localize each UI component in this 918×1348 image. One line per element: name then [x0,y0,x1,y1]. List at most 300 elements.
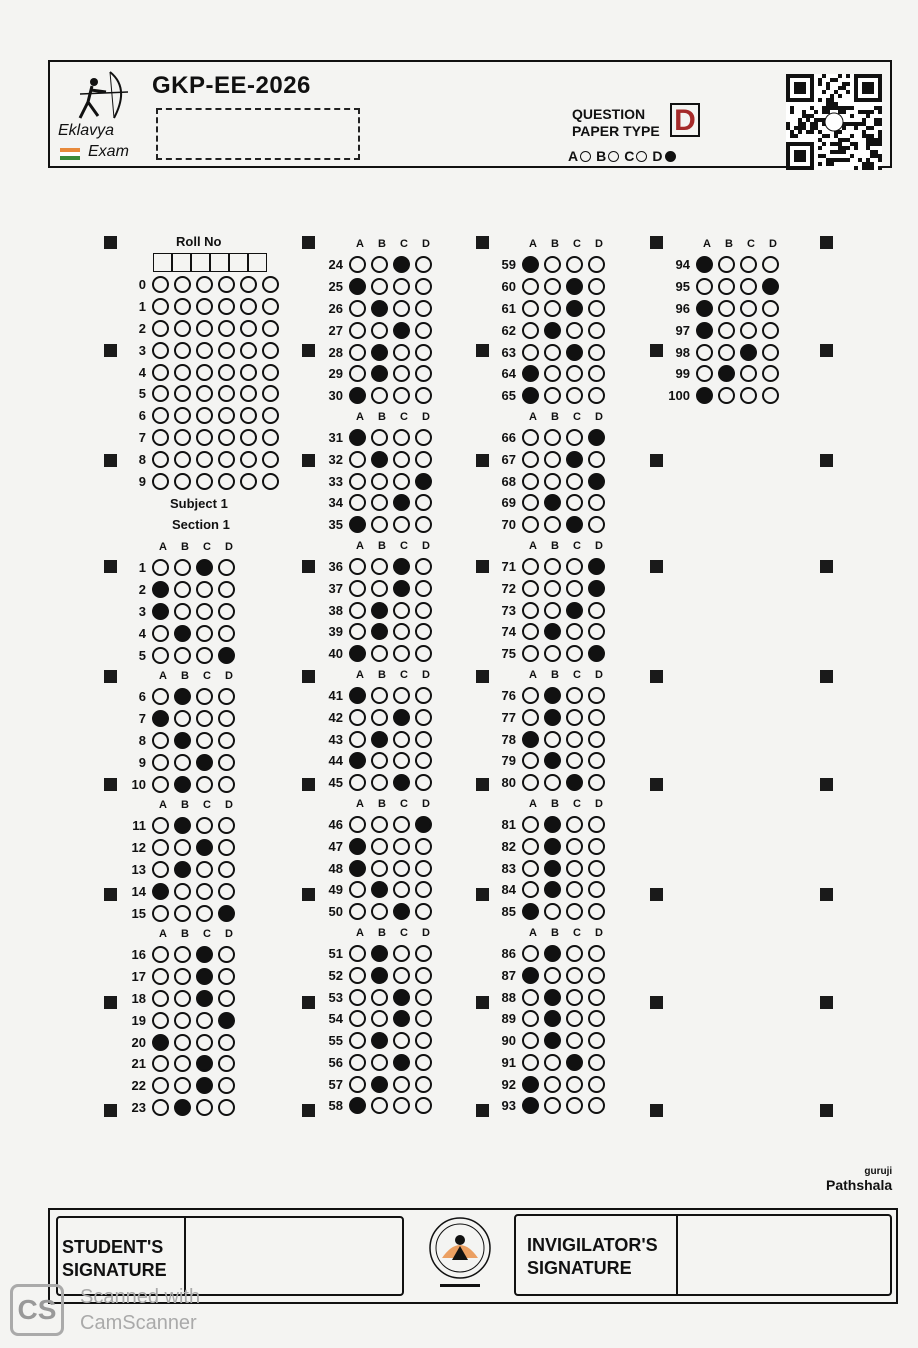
answer-bubble-a[interactable] [349,558,366,575]
answer-bubble-d[interactable] [588,429,605,446]
answer-bubble-c[interactable] [566,774,583,791]
answer-bubble-d[interactable] [588,558,605,575]
answer-bubble-a[interactable] [522,602,539,619]
answer-bubble-b[interactable] [544,429,561,446]
answer-bubble-d[interactable] [415,881,432,898]
answer-bubble-b[interactable] [371,967,388,984]
answer-bubble-a[interactable] [152,946,169,963]
answer-bubble-a[interactable] [349,256,366,273]
answer-bubble-d[interactable] [218,905,235,922]
answer-bubble-d[interactable] [588,774,605,791]
roll-bubble[interactable] [218,451,235,468]
answer-bubble-c[interactable] [740,365,757,382]
answer-bubble-c[interactable] [740,278,757,295]
answer-bubble-c[interactable] [740,300,757,317]
answer-bubble-d[interactable] [588,1010,605,1027]
answer-bubble-c[interactable] [393,365,410,382]
roll-bubble[interactable] [240,320,257,337]
answer-bubble-b[interactable] [371,365,388,382]
answer-bubble-b[interactable] [544,774,561,791]
answer-bubble-d[interactable] [218,968,235,985]
answer-bubble-c[interactable] [566,494,583,511]
answer-bubble-d[interactable] [415,838,432,855]
answer-bubble-a[interactable] [696,278,713,295]
answer-bubble-b[interactable] [718,300,735,317]
roll-bubble[interactable] [152,385,169,402]
answer-bubble-c[interactable] [196,990,213,1007]
answer-bubble-d[interactable] [415,558,432,575]
answer-bubble-c[interactable] [393,300,410,317]
answer-bubble-d[interactable] [415,344,432,361]
answer-bubble-a[interactable] [522,516,539,533]
roll-bubble[interactable] [174,407,191,424]
answer-bubble-a[interactable] [522,774,539,791]
answer-bubble-b[interactable] [544,945,561,962]
answer-bubble-a[interactable] [349,645,366,662]
answer-bubble-b[interactable] [174,1055,191,1072]
answer-bubble-c[interactable] [393,881,410,898]
answer-bubble-d[interactable] [415,322,432,339]
answer-bubble-d[interactable] [218,817,235,834]
answer-bubble-b[interactable] [371,1054,388,1071]
answer-bubble-a[interactable] [522,860,539,877]
answer-bubble-a[interactable] [152,647,169,664]
answer-bubble-b[interactable] [174,1034,191,1051]
answer-bubble-a[interactable] [152,839,169,856]
roll-bubble[interactable] [240,451,257,468]
answer-bubble-d[interactable] [415,1076,432,1093]
answer-bubble-d[interactable] [588,1097,605,1114]
answer-bubble-d[interactable] [218,625,235,642]
answer-bubble-c[interactable] [566,322,583,339]
answer-bubble-a[interactable] [522,278,539,295]
answer-bubble-a[interactable] [522,1097,539,1114]
answer-bubble-b[interactable] [371,709,388,726]
answer-bubble-a[interactable] [522,494,539,511]
answer-bubble-c[interactable] [196,1012,213,1029]
answer-bubble-d[interactable] [218,1034,235,1051]
answer-bubble-c[interactable] [566,945,583,962]
answer-bubble-b[interactable] [544,451,561,468]
answer-bubble-a[interactable] [349,945,366,962]
answer-bubble-a[interactable] [152,776,169,793]
answer-bubble-c[interactable] [566,365,583,382]
answer-bubble-d[interactable] [218,559,235,576]
answer-bubble-c[interactable] [393,1097,410,1114]
answer-bubble-b[interactable] [718,278,735,295]
answer-bubble-d[interactable] [415,752,432,769]
answer-bubble-b[interactable] [174,732,191,749]
paper-option-a-bubble[interactable] [580,151,591,162]
roll-bubble[interactable] [152,429,169,446]
answer-bubble-a[interactable] [152,817,169,834]
roll-bubble[interactable] [196,320,213,337]
answer-bubble-d[interactable] [218,1099,235,1116]
answer-bubble-c[interactable] [566,451,583,468]
answer-bubble-a[interactable] [152,603,169,620]
answer-bubble-d[interactable] [415,387,432,404]
answer-bubble-a[interactable] [522,580,539,597]
answer-bubble-d[interactable] [218,776,235,793]
answer-bubble-b[interactable] [718,365,735,382]
roll-bubble[interactable] [152,451,169,468]
answer-bubble-c[interactable] [196,603,213,620]
answer-bubble-a[interactable] [522,967,539,984]
answer-bubble-d[interactable] [415,860,432,877]
answer-bubble-a[interactable] [522,881,539,898]
answer-bubble-d[interactable] [588,989,605,1006]
answer-bubble-a[interactable] [349,816,366,833]
answer-bubble-b[interactable] [544,967,561,984]
answer-bubble-a[interactable] [349,387,366,404]
roll-bubble[interactable] [218,320,235,337]
answer-bubble-c[interactable] [393,709,410,726]
answer-bubble-b[interactable] [174,559,191,576]
answer-bubble-a[interactable] [349,989,366,1006]
roll-bubble[interactable] [174,342,191,359]
answer-bubble-d[interactable] [415,451,432,468]
answer-bubble-d[interactable] [588,451,605,468]
answer-bubble-a[interactable] [349,278,366,295]
answer-bubble-a[interactable] [696,365,713,382]
roll-no-cell[interactable] [153,253,172,272]
answer-bubble-b[interactable] [371,774,388,791]
answer-bubble-c[interactable] [393,344,410,361]
answer-bubble-c[interactable] [196,883,213,900]
answer-bubble-a[interactable] [349,494,366,511]
answer-bubble-b[interactable] [544,473,561,490]
answer-bubble-d[interactable] [218,688,235,705]
answer-bubble-b[interactable] [174,883,191,900]
answer-bubble-a[interactable] [349,903,366,920]
answer-bubble-b[interactable] [371,687,388,704]
answer-bubble-b[interactable] [371,1076,388,1093]
roll-bubble[interactable] [196,364,213,381]
answer-bubble-d[interactable] [415,687,432,704]
answer-bubble-a[interactable] [696,300,713,317]
answer-bubble-b[interactable] [371,645,388,662]
answer-bubble-b[interactable] [544,623,561,640]
answer-bubble-b[interactable] [174,1099,191,1116]
answer-bubble-d[interactable] [218,732,235,749]
answer-bubble-a[interactable] [349,881,366,898]
answer-bubble-b[interactable] [371,300,388,317]
roll-bubble[interactable] [240,276,257,293]
answer-bubble-b[interactable] [174,905,191,922]
paper-option-d-bubble[interactable] [665,151,676,162]
roll-bubble[interactable] [262,407,279,424]
paper-option-b-bubble[interactable] [608,151,619,162]
answer-bubble-c[interactable] [740,256,757,273]
answer-bubble-a[interactable] [349,1054,366,1071]
answer-bubble-a[interactable] [152,883,169,900]
answer-bubble-a[interactable] [349,344,366,361]
answer-bubble-b[interactable] [544,709,561,726]
answer-bubble-a[interactable] [522,300,539,317]
answer-bubble-b[interactable] [544,1076,561,1093]
answer-bubble-a[interactable] [349,687,366,704]
roll-bubble[interactable] [240,407,257,424]
answer-bubble-c[interactable] [393,945,410,962]
answer-bubble-d[interactable] [218,1012,235,1029]
answer-bubble-c[interactable] [566,989,583,1006]
answer-bubble-d[interactable] [415,429,432,446]
answer-bubble-d[interactable] [415,967,432,984]
answer-bubble-d[interactable] [588,623,605,640]
answer-bubble-c[interactable] [393,494,410,511]
answer-bubble-d[interactable] [762,387,779,404]
answer-bubble-c[interactable] [393,687,410,704]
answer-bubble-c[interactable] [196,1055,213,1072]
answer-bubble-d[interactable] [588,494,605,511]
answer-bubble-b[interactable] [718,344,735,361]
answer-bubble-d[interactable] [588,387,605,404]
answer-bubble-b[interactable] [544,645,561,662]
answer-bubble-d[interactable] [415,1097,432,1114]
answer-bubble-d[interactable] [415,774,432,791]
answer-bubble-b[interactable] [174,1012,191,1029]
answer-bubble-c[interactable] [393,838,410,855]
answer-bubble-d[interactable] [762,322,779,339]
roll-bubble[interactable] [262,276,279,293]
answer-bubble-b[interactable] [544,838,561,855]
answer-bubble-d[interactable] [415,623,432,640]
answer-bubble-b[interactable] [544,1054,561,1071]
answer-bubble-d[interactable] [588,967,605,984]
answer-bubble-d[interactable] [415,1032,432,1049]
answer-bubble-b[interactable] [544,1097,561,1114]
answer-bubble-d[interactable] [588,300,605,317]
answer-bubble-a[interactable] [349,1032,366,1049]
roll-bubble[interactable] [262,385,279,402]
roll-bubble[interactable] [218,385,235,402]
answer-bubble-d[interactable] [415,1054,432,1071]
answer-bubble-d[interactable] [415,580,432,597]
answer-bubble-d[interactable] [218,990,235,1007]
answer-bubble-c[interactable] [196,688,213,705]
answer-bubble-b[interactable] [544,365,561,382]
answer-bubble-a[interactable] [349,838,366,855]
answer-bubble-b[interactable] [371,387,388,404]
answer-bubble-a[interactable] [349,1010,366,1027]
answer-bubble-a[interactable] [152,710,169,727]
answer-bubble-c[interactable] [393,256,410,273]
answer-bubble-a[interactable] [349,774,366,791]
answer-bubble-d[interactable] [415,731,432,748]
answer-bubble-c[interactable] [393,516,410,533]
answer-bubble-a[interactable] [696,322,713,339]
answer-bubble-d[interactable] [588,256,605,273]
answer-bubble-a[interactable] [152,559,169,576]
roll-bubble[interactable] [196,429,213,446]
answer-bubble-a[interactable] [349,709,366,726]
answer-bubble-a[interactable] [152,688,169,705]
answer-bubble-a[interactable] [349,1076,366,1093]
answer-bubble-a[interactable] [349,623,366,640]
answer-bubble-b[interactable] [371,623,388,640]
answer-bubble-d[interactable] [218,754,235,771]
answer-bubble-a[interactable] [152,1012,169,1029]
answer-bubble-c[interactable] [196,861,213,878]
answer-bubble-d[interactable] [762,256,779,273]
answer-bubble-c[interactable] [393,278,410,295]
roll-bubble[interactable] [262,429,279,446]
answer-bubble-b[interactable] [371,278,388,295]
answer-bubble-a[interactable] [349,365,366,382]
answer-bubble-a[interactable] [522,645,539,662]
roll-bubble[interactable] [196,276,213,293]
answer-bubble-a[interactable] [522,387,539,404]
roll-bubble[interactable] [174,451,191,468]
answer-bubble-a[interactable] [152,1034,169,1051]
answer-bubble-a[interactable] [349,580,366,597]
answer-bubble-a[interactable] [522,1076,539,1093]
answer-bubble-d[interactable] [218,839,235,856]
answer-bubble-a[interactable] [696,256,713,273]
roll-no-cell[interactable] [210,253,229,272]
answer-bubble-b[interactable] [371,494,388,511]
answer-bubble-a[interactable] [349,322,366,339]
roll-bubble[interactable] [218,473,235,490]
roll-bubble[interactable] [240,429,257,446]
answer-bubble-d[interactable] [588,816,605,833]
answer-bubble-a[interactable] [522,687,539,704]
answer-bubble-b[interactable] [371,860,388,877]
answer-bubble-c[interactable] [393,1076,410,1093]
answer-bubble-d[interactable] [218,603,235,620]
answer-bubble-a[interactable] [349,300,366,317]
answer-bubble-c[interactable] [393,322,410,339]
answer-bubble-b[interactable] [174,581,191,598]
answer-bubble-a[interactable] [696,344,713,361]
answer-bubble-d[interactable] [588,945,605,962]
answer-bubble-c[interactable] [196,1077,213,1094]
answer-bubble-b[interactable] [174,839,191,856]
answer-bubble-c[interactable] [196,732,213,749]
answer-bubble-b[interactable] [371,752,388,769]
answer-bubble-c[interactable] [566,645,583,662]
answer-bubble-b[interactable] [174,710,191,727]
roll-bubble[interactable] [218,342,235,359]
answer-bubble-c[interactable] [393,1010,410,1027]
answer-bubble-c[interactable] [196,754,213,771]
answer-bubble-d[interactable] [415,300,432,317]
answer-bubble-c[interactable] [566,838,583,855]
answer-bubble-c[interactable] [393,816,410,833]
answer-bubble-a[interactable] [522,989,539,1006]
answer-bubble-c[interactable] [393,752,410,769]
answer-bubble-d[interactable] [415,516,432,533]
answer-bubble-c[interactable] [196,625,213,642]
roll-bubble[interactable] [174,364,191,381]
answer-bubble-a[interactable] [152,990,169,1007]
answer-bubble-b[interactable] [174,603,191,620]
answer-bubble-c[interactable] [393,558,410,575]
answer-bubble-b[interactable] [371,322,388,339]
answer-bubble-c[interactable] [393,967,410,984]
answer-bubble-c[interactable] [566,278,583,295]
answer-bubble-c[interactable] [740,322,757,339]
paper-option-c-bubble[interactable] [636,151,647,162]
answer-bubble-c[interactable] [196,776,213,793]
answer-bubble-b[interactable] [544,881,561,898]
roll-bubble[interactable] [240,473,257,490]
answer-bubble-c[interactable] [196,1034,213,1051]
answer-bubble-c[interactable] [393,774,410,791]
answer-bubble-c[interactable] [393,451,410,468]
answer-bubble-d[interactable] [218,883,235,900]
answer-bubble-a[interactable] [522,365,539,382]
answer-bubble-a[interactable] [522,322,539,339]
answer-bubble-c[interactable] [566,881,583,898]
answer-bubble-b[interactable] [544,816,561,833]
answer-bubble-c[interactable] [393,860,410,877]
answer-bubble-c[interactable] [196,581,213,598]
answer-bubble-b[interactable] [544,903,561,920]
answer-bubble-d[interactable] [415,945,432,962]
answer-bubble-b[interactable] [371,473,388,490]
answer-bubble-b[interactable] [174,968,191,985]
answer-bubble-b[interactable] [544,278,561,295]
answer-bubble-c[interactable] [196,647,213,664]
answer-bubble-a[interactable] [522,945,539,962]
roll-bubble[interactable] [174,276,191,293]
answer-bubble-d[interactable] [588,516,605,533]
answer-bubble-c[interactable] [566,256,583,273]
answer-bubble-d[interactable] [218,581,235,598]
answer-bubble-d[interactable] [588,860,605,877]
roll-bubble[interactable] [218,276,235,293]
answer-bubble-c[interactable] [566,580,583,597]
answer-bubble-c[interactable] [393,903,410,920]
answer-bubble-c[interactable] [566,709,583,726]
answer-bubble-d[interactable] [415,709,432,726]
answer-bubble-c[interactable] [566,387,583,404]
answer-bubble-a[interactable] [152,732,169,749]
answer-bubble-c[interactable] [393,731,410,748]
answer-bubble-a[interactable] [522,731,539,748]
answer-bubble-a[interactable] [152,1099,169,1116]
answer-bubble-b[interactable] [544,322,561,339]
answer-bubble-a[interactable] [522,816,539,833]
answer-bubble-b[interactable] [174,776,191,793]
answer-bubble-a[interactable] [696,387,713,404]
answer-bubble-b[interactable] [371,1032,388,1049]
answer-bubble-c[interactable] [196,905,213,922]
answer-bubble-d[interactable] [588,752,605,769]
answer-bubble-a[interactable] [349,731,366,748]
answer-bubble-d[interactable] [415,816,432,833]
answer-bubble-c[interactable] [393,580,410,597]
roll-bubble[interactable] [240,385,257,402]
answer-bubble-d[interactable] [588,731,605,748]
answer-bubble-b[interactable] [544,387,561,404]
roll-bubble[interactable] [240,364,257,381]
answer-bubble-b[interactable] [544,752,561,769]
roll-bubble[interactable] [152,298,169,315]
answer-bubble-d[interactable] [588,602,605,619]
roll-no-cell[interactable] [191,253,210,272]
answer-bubble-a[interactable] [522,838,539,855]
answer-bubble-b[interactable] [371,838,388,855]
roll-no-cell[interactable] [172,253,191,272]
answer-bubble-d[interactable] [415,278,432,295]
answer-bubble-c[interactable] [196,559,213,576]
answer-bubble-d[interactable] [762,278,779,295]
answer-bubble-b[interactable] [371,429,388,446]
answer-bubble-a[interactable] [152,754,169,771]
roll-bubble[interactable] [174,298,191,315]
